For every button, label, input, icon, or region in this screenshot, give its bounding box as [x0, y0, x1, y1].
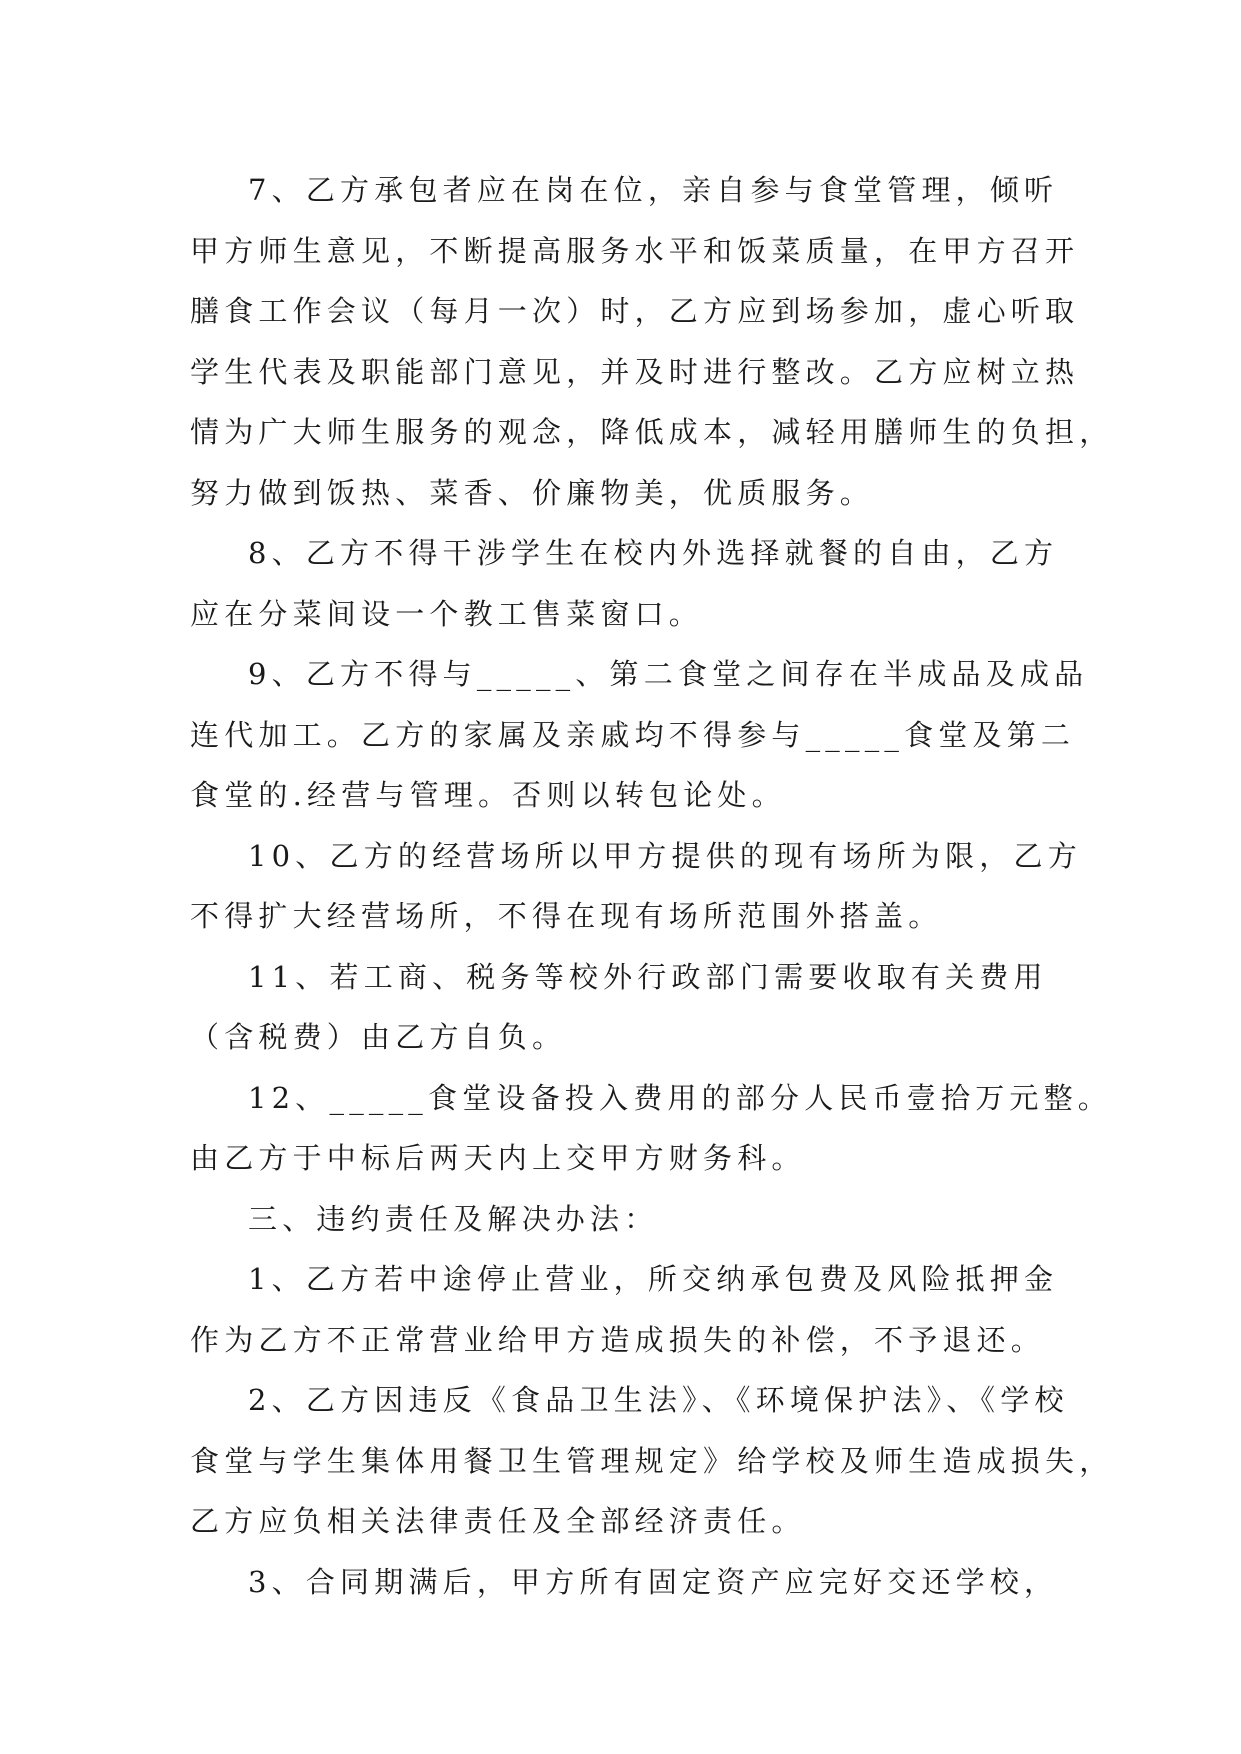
- text-line: 12、_____食堂设备投入费用的部分人民币壹拾万元整。: [248, 1080, 1113, 1115]
- clause-11-paragraph: [190, 947, 1060, 1068]
- text-line: 9、乙方不得与_____、第二食堂之间存在半成品及成品: [248, 657, 1089, 691]
- section-heading-text: 三、违约责任及解决办法：: [248, 1201, 659, 1236]
- section-3-heading: [190, 1189, 1060, 1250]
- text-line: 学生代表及职能部门意见，并及时进行整改。乙方应树立热: [190, 354, 1080, 389]
- text-line: 11、若工商、税务等校外行政部门需要收取有关费用: [248, 959, 1048, 994]
- text-line: 情为广大师生服务的观念，降低成本，减轻用膳师生的负担，: [190, 415, 1114, 449]
- clause-7-paragraph: [190, 160, 1114, 523]
- text-line: 由乙方于中标后两天内上交甲方财务科。: [190, 1141, 806, 1175]
- text-line: （含税费）由乙方自负。: [190, 1020, 567, 1054]
- clause-9-paragraph: [190, 644, 1089, 826]
- text-line: 1、乙方若中途停止营业，所交纳承包费及风险抵押金: [248, 1262, 1059, 1296]
- clause-12-paragraph: [190, 1068, 1113, 1189]
- text-line: 7、乙方承包者应在岗在位，亲自参与食堂管理，倾听: [248, 173, 1059, 207]
- text-line: 8、乙方不得干涉学生在校内外选择就餐的自由，乙方: [248, 536, 1059, 570]
- text-line: 乙方应负相关法律责任及全部经济责任。: [190, 1504, 806, 1538]
- text-line: 连代加工。乙方的家属及亲戚均不得参与_____食堂及第二: [190, 717, 1076, 752]
- text-line: 2、乙方因违反《食品卫生法》、《环境保护法》、《学校: [248, 1383, 1069, 1417]
- text-line: 食堂与学生集体用餐卫生管理规定》给学校及师生造成损失，: [190, 1443, 1114, 1478]
- clause-8-paragraph: [190, 523, 1060, 644]
- text-line: 应在分菜间设一个教工售菜窗口。: [190, 596, 704, 631]
- text-line: 食堂的.经营与管理。否则以转包论处。: [190, 778, 786, 812]
- text-line: 3、合同期满后，甲方所有固定资产应完好交还学校，: [248, 1564, 1059, 1599]
- text-line: 不得扩大经营场所，不得在现有场所范围外搭盖。: [190, 899, 943, 933]
- text-line: 努力做到饭热、菜香、价廉物美，优质服务。: [190, 475, 875, 510]
- text-line: 10、乙方的经营场所以甲方提供的现有场所为限，乙方: [248, 838, 1082, 873]
- document-body: [190, 160, 1114, 1612]
- text-line: 作为乙方不正常营业给甲方造成损失的补偿，不予退还。: [190, 1322, 1046, 1357]
- text-line: 膳食工作会议（每月一次）时，乙方应到场参加，虚心听取: [190, 294, 1080, 328]
- clause-10-paragraph: [190, 826, 1082, 947]
- liability-2-paragraph: [190, 1370, 1114, 1552]
- liability-3-paragraph: [190, 1552, 1060, 1613]
- liability-1-paragraph: [190, 1249, 1060, 1370]
- text-line: 甲方师生意见，不断提高服务水平和饭菜质量，在甲方召开: [190, 233, 1080, 268]
